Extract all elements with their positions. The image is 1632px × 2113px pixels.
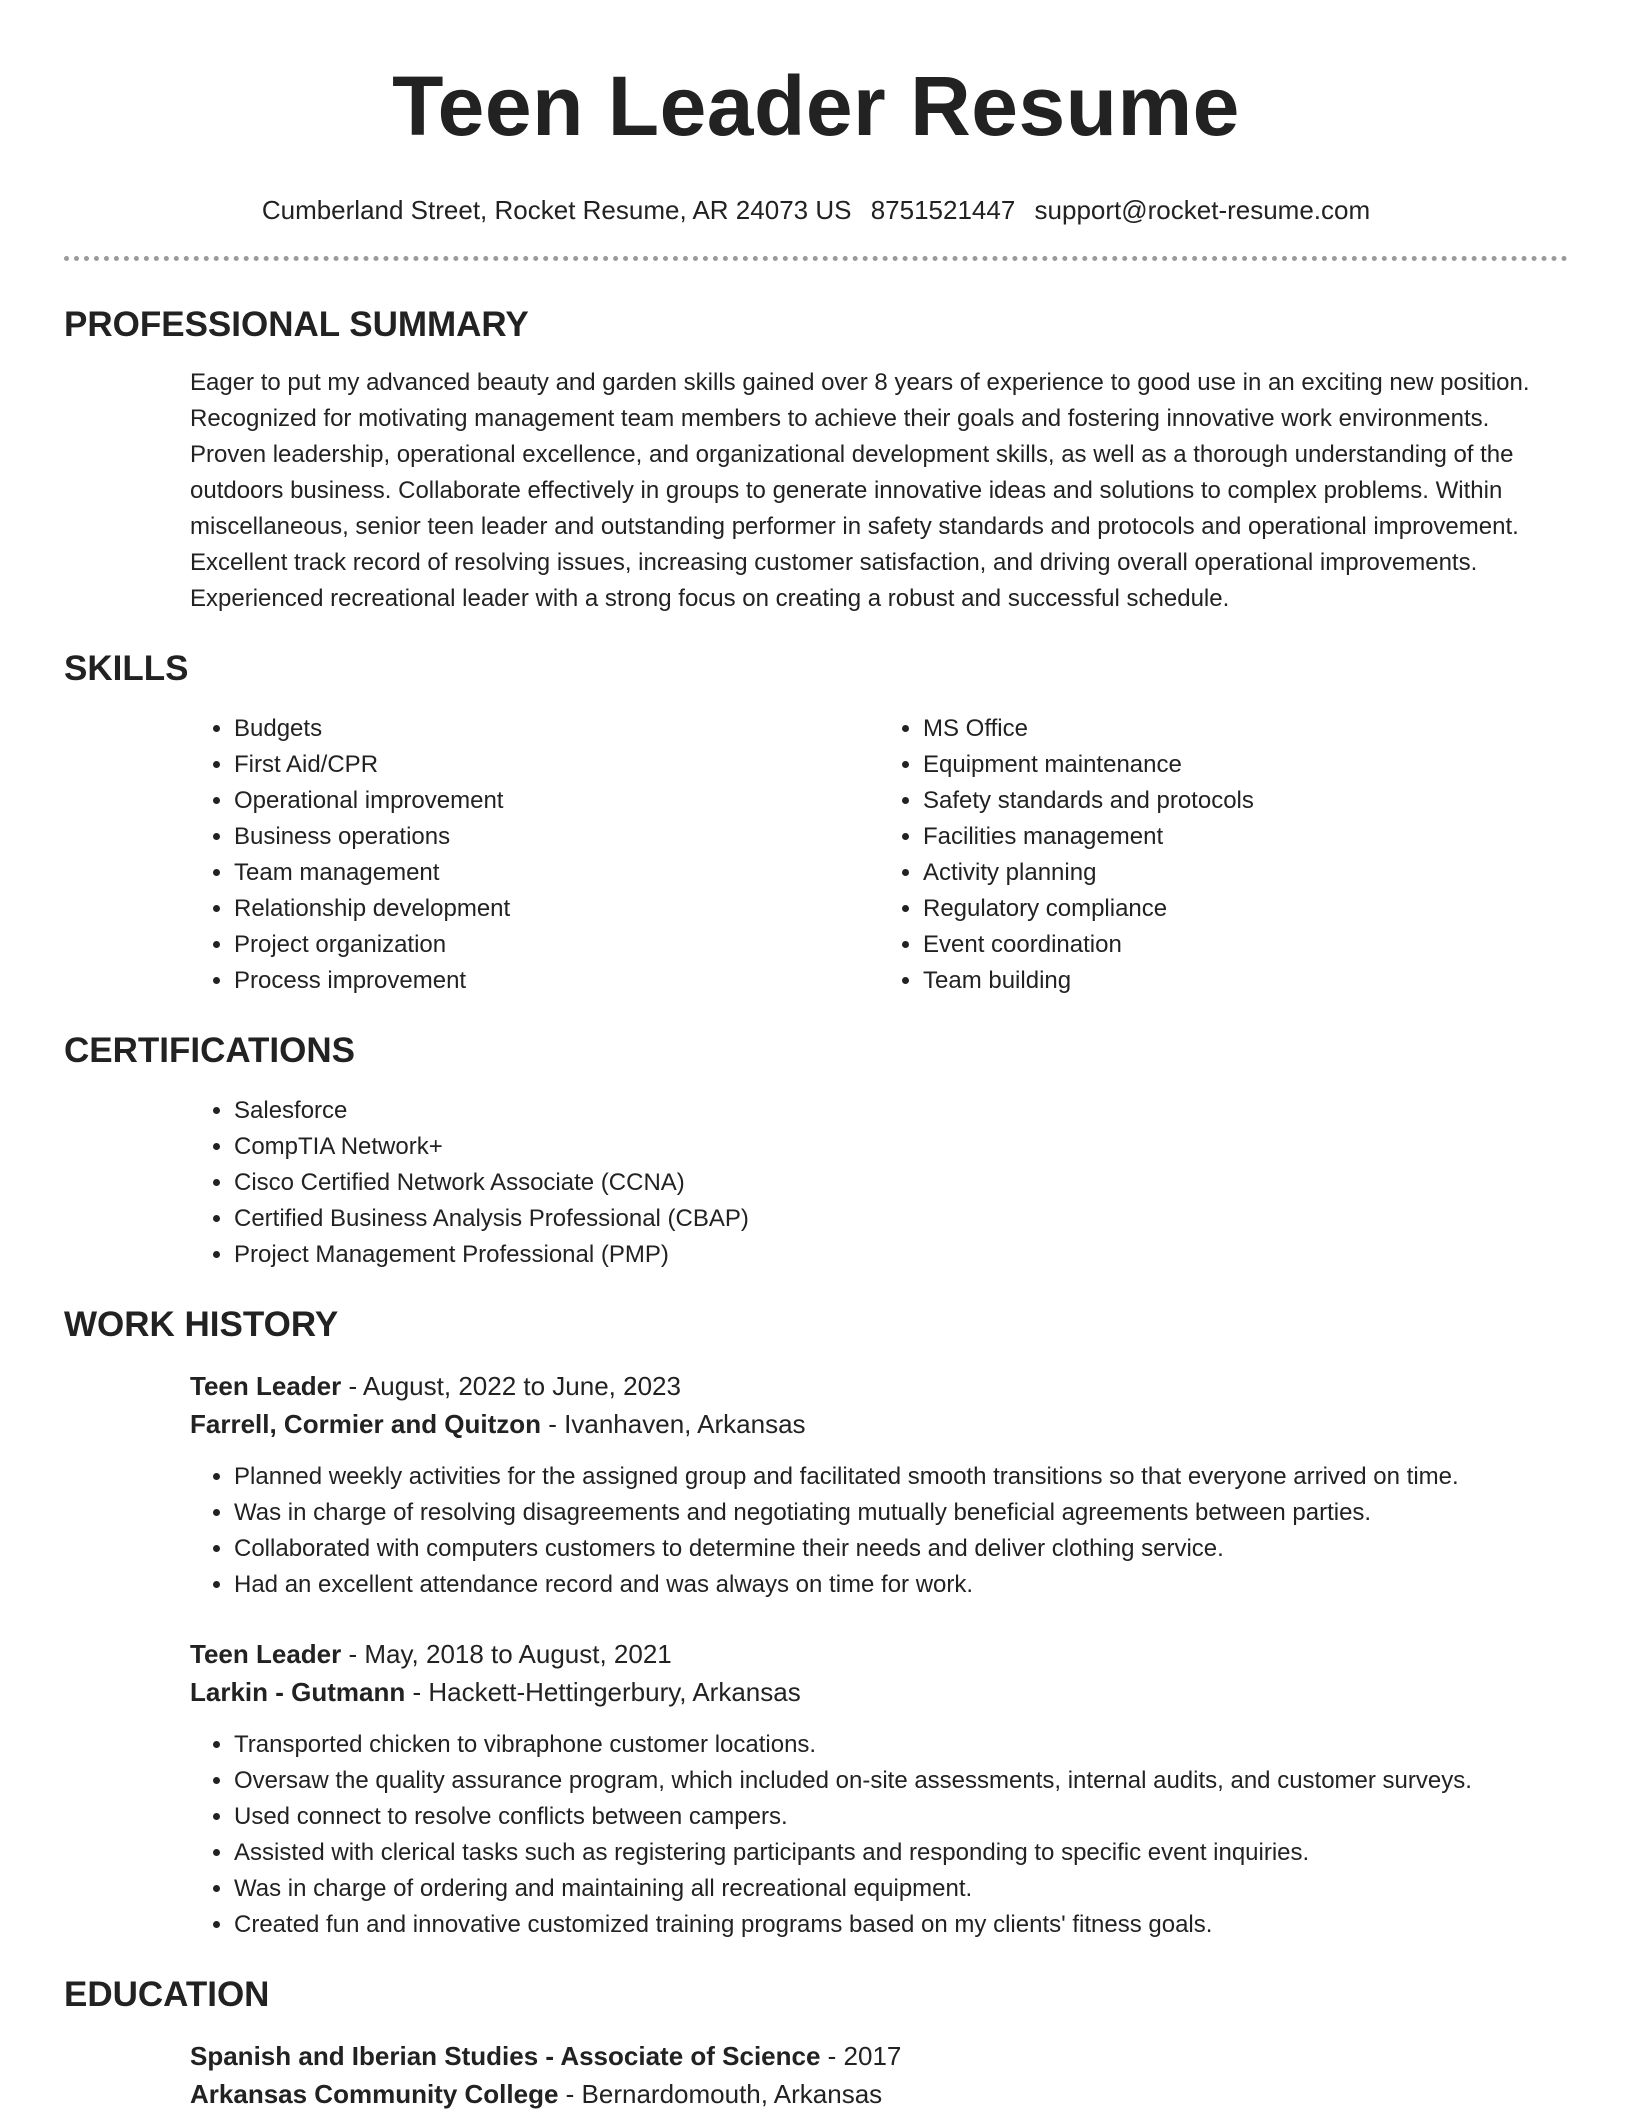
job-bullet: • Planned weekly activities for the assigned group and facilitated smooth transitions so that everyone arrived on time. — [234, 1459, 1568, 1495]
skill-item: • Relationship development — [234, 891, 879, 927]
certification-item: • Certified Business Analysis Professional (CBAP) — [234, 1201, 1568, 1237]
job-location: - Hackett-Hettingerbury, Arkansas — [405, 1677, 801, 1707]
education-year: - 2017 — [820, 2041, 902, 2071]
skill-item: • Business operations — [234, 819, 879, 855]
job-title: Teen Leader — [190, 1639, 342, 1669]
job-bullet: • Assisted with clerical tasks such as registering participants and responding to specific event inquiries. — [234, 1835, 1568, 1871]
job-bullet: • Oversaw the quality assurance program, which included on-site assessments, internal audits, and customer surveys. — [234, 1763, 1568, 1799]
page-title: Teen Leader Resume — [392, 59, 1240, 153]
job-company: Larkin - Gutmann — [190, 1677, 406, 1707]
contact-line — [64, 194, 1568, 226]
skill-item: • Activity planning — [923, 855, 1568, 891]
education-school: Arkansas Community College — [190, 2079, 559, 2109]
certification-item: • Cisco Certified Network Associate (CCNA) — [234, 1165, 1568, 1201]
skills-heading: SKILLS — [64, 649, 189, 688]
job-bullet: • Was in charge of resolving disagreements and negotiating mutually beneficial agreements between parties. — [234, 1495, 1568, 1531]
job-dates: - May, 2018 to August, 2021 — [341, 1639, 672, 1669]
skill-item: • Team building — [923, 963, 1568, 999]
education-location: - Bernardomouth, Arkansas — [558, 2079, 883, 2109]
education-school-line — [190, 2075, 1568, 2113]
skill-item: • Facilities management — [923, 819, 1568, 855]
job-dates: - August, 2022 to June, 2023 — [341, 1371, 681, 1401]
contact-address: Cumberland Street, Rocket Resume, AR 24073 US — [261, 195, 852, 225]
skill-item: • Team management — [234, 855, 879, 891]
skill-item: • Budgets — [234, 711, 879, 747]
summary-heading: PROFESSIONAL SUMMARY — [64, 305, 529, 344]
skill-item: • Operational improvement — [234, 783, 879, 819]
job-entry — [64, 1635, 1568, 1943]
job-company-line — [190, 1673, 1568, 1711]
job-bullet: • Collaborated with computers customers to determine their needs and deliver clothing service. — [234, 1531, 1568, 1567]
job-location: - Ivanhaven, Arkansas — [541, 1409, 806, 1439]
education-degree-line — [190, 2037, 1568, 2075]
job-bullet: • Created fun and innovative customized training programs based on my clients' fitness goals. — [234, 1907, 1568, 1943]
skill-item: • Event coordination — [923, 927, 1568, 963]
skills-column-right — [879, 711, 1568, 999]
education-heading: EDUCATION — [64, 1975, 270, 2014]
job-bullet: • Transported chicken to vibraphone customer locations. — [234, 1727, 1568, 1763]
education-entry — [64, 2037, 1568, 2113]
job-title-line — [190, 1367, 1568, 1405]
skill-item: • Equipment maintenance — [923, 747, 1568, 783]
certifications-list — [64, 1093, 1568, 1273]
certifications-heading: CERTIFICATIONS — [64, 1031, 356, 1070]
skills-list — [64, 711, 1568, 999]
certifications-bullets — [190, 1093, 1568, 1273]
job-bullet: • Had an excellent attendance record and was always on time for work. — [234, 1567, 1568, 1603]
certification-item: • CompTIA Network+ — [234, 1129, 1568, 1165]
skill-item: • First Aid/CPR — [234, 747, 879, 783]
skill-item: • Process improvement — [234, 963, 879, 999]
skills-column-left — [190, 711, 879, 999]
job-bullet: • Used connect to resolve conflicts between campers. — [234, 1799, 1568, 1835]
skill-item: • MS Office — [923, 711, 1568, 747]
job-company-line — [190, 1405, 1568, 1443]
job-bullets — [190, 1727, 1568, 1943]
header-divider — [64, 256, 1568, 261]
job-title-line — [190, 1635, 1568, 1673]
job-title: Teen Leader — [190, 1371, 342, 1401]
certification-item: • Project Management Professional (PMP) — [234, 1237, 1568, 1273]
skill-item: • Regulatory compliance — [923, 891, 1568, 927]
job-entry — [64, 1367, 1568, 1603]
education-degree: Spanish and Iberian Studies - Associate of Science — [190, 2041, 821, 2071]
job-company: Farrell, Cormier and Quitzon — [190, 1409, 542, 1439]
job-bullets — [190, 1459, 1568, 1603]
work-history-heading: WORK HISTORY — [64, 1305, 339, 1344]
skill-item: • Safety standards and protocols — [923, 783, 1568, 819]
certification-item: • Salesforce — [234, 1093, 1568, 1129]
summary-text: Eager to put my advanced beauty and garden skills gained over 8 years of experience to good use in an exciting new position. Recognized for motivating management team members to achieve their goals and fostering innovative work environments. Proven leadership, operational excellence, and organizational development skills, as well as a thorough understanding of the outdoors business. Collaborate effectively in groups to generate innovative ideas and solutions to complex problems. Within miscellaneous, senior teen leader and outstanding performer in safety standards and protocols and operational improvement. Excellent track record of resolving issues, increasing customer satisfaction, and driving overall operational improvements. Experienced recreational leader with a strong focus on creating a robust and successful schedule. — [190, 369, 1530, 612]
job-bullet: • Was in charge of ordering and maintaining all recreational equipment. — [234, 1871, 1568, 1907]
skill-item: • Project organization — [234, 927, 879, 963]
contact-email: support@rocket-resume.com — [1034, 195, 1371, 225]
contact-phone: 8751521447 — [870, 195, 1016, 225]
